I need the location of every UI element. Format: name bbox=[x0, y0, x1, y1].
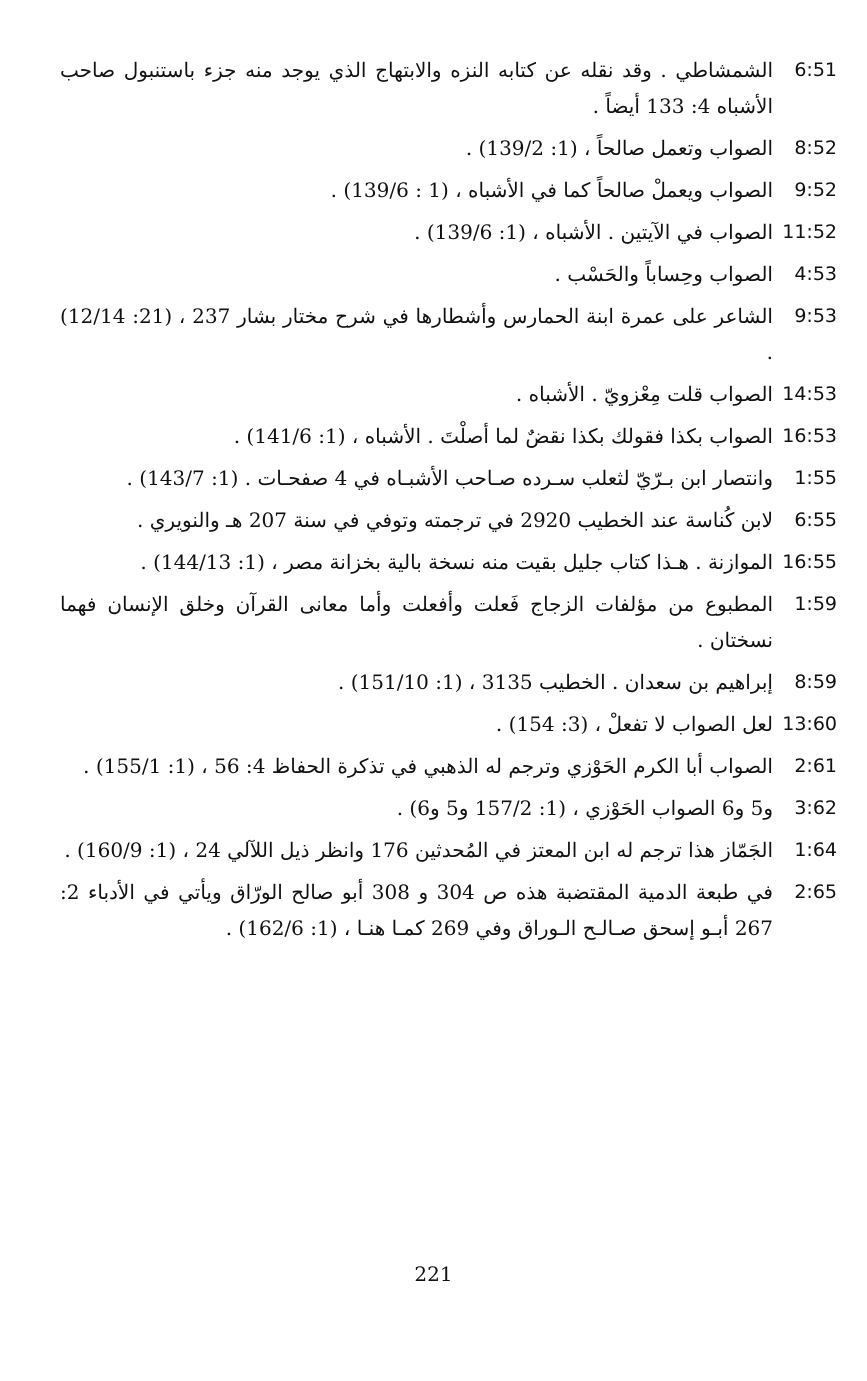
note-reference: 1:55 bbox=[794, 467, 837, 489]
note-reference: 9:53 bbox=[794, 305, 837, 327]
note-entry bbox=[60, 706, 837, 742]
note-entry bbox=[60, 460, 837, 496]
note-reference: 2:61 bbox=[794, 755, 837, 777]
note-reference: 14:53 bbox=[782, 383, 837, 405]
note-entry bbox=[60, 664, 837, 700]
note-text: الموازنة . هـذا كتاب جليل بقيت منه نسخة بالية بخزانة مصر ، (1: 144/13) . bbox=[140, 550, 773, 574]
note-text: الصواب أبا الكرم الحَوْزي وترجم له الذهبي في تذكرة الحفاظ 4: 56 ، (1: 155/1) . bbox=[83, 754, 773, 778]
note-reference: 2:65 bbox=[794, 881, 837, 903]
note-text: لابن كُناسة عند الخطيب 2920 في ترجمته وتوفي في سنة 207 هـ والنويري . bbox=[137, 508, 773, 532]
note-reference: 4:53 bbox=[794, 263, 837, 285]
note-reference: 8:52 bbox=[794, 137, 837, 159]
note-entry bbox=[60, 214, 837, 250]
note-text: الصواب بكذا فقولك بكذا نقضٌ لما أصلْتَ . الأشباه ، (1: 141/6) . bbox=[233, 424, 773, 448]
note-entry bbox=[60, 298, 837, 370]
note-entry bbox=[60, 586, 837, 658]
note-text: الشمشاطي . وقد نقله عن كتابه النزه والابتهاج الذي يوجد منه جزء باستنبول صاحب الأشباه 4: 133 أيضاً . bbox=[60, 58, 773, 118]
note-entry bbox=[60, 874, 837, 946]
note-entry bbox=[60, 376, 837, 412]
note-text: الجَمّاز هذا ترجم له ابن المعتز في المُحدثين 176 وانظر ذيل اللآلي 24 ، (1: 160/9) . bbox=[64, 838, 773, 862]
notes-list bbox=[60, 52, 837, 952]
note-text: في طبعة الدمية المقتضبة هذه ص 304 و 308 أبو صالح الورّاق ويأتي في الأدباء 2: 267 أبـو إسحق صـالـح الـوراق وفي 269 كمـا هنـا ، (1: 162/6) . bbox=[60, 880, 773, 940]
note-entry bbox=[60, 790, 837, 826]
note-entry bbox=[60, 130, 837, 166]
note-text: وانتصار ابن بـرّيّ لثعلب سـرده صـاحب الأشبـاه في 4 صفحـات . (1: 143/7) . bbox=[126, 466, 773, 490]
note-reference: 13:60 bbox=[782, 713, 837, 735]
note-reference: 1:64 bbox=[794, 839, 837, 861]
note-text: الصواب وحِساباً والحَسْب . bbox=[554, 262, 773, 286]
note-text: الصواب في الآيتين . الأشباه ، (1: 139/6) . bbox=[414, 220, 773, 244]
note-reference: 6:51 bbox=[794, 59, 837, 81]
note-entry bbox=[60, 832, 837, 868]
note-entry bbox=[60, 502, 837, 538]
note-text: إبراهيم بن سعدان . الخطيب 3135 ، (1: 151/10) . bbox=[338, 670, 773, 694]
note-entry bbox=[60, 418, 837, 454]
note-text: الصواب وتعمل صالحاً ، (1: 139/2) . bbox=[465, 136, 773, 160]
note-text: و5 و6 الصواب الحَوْزي ، (1: 157/2 و5 و6) . bbox=[396, 796, 773, 820]
note-text: الشاعر على عمرة ابنة الحمارس وأشطارها في شرح مختار بشار 237 ، (21: 12/14) . bbox=[60, 304, 773, 364]
note-reference: 6:55 bbox=[794, 509, 837, 531]
note-reference: 1:59 bbox=[794, 593, 837, 615]
note-text: لعل الصواب لا تفعلْ ، (3: 154) . bbox=[495, 712, 773, 736]
note-reference: 8:59 bbox=[794, 671, 837, 693]
note-text: الصواب قلت مِعْزويّ . الأشباه . bbox=[515, 382, 773, 406]
note-entry bbox=[60, 52, 837, 124]
note-entry bbox=[60, 172, 837, 208]
note-reference: 9:52 bbox=[794, 179, 837, 201]
note-reference: 3:62 bbox=[794, 797, 837, 819]
note-text: الصواب ويعملْ صالحاً كما في الأشباه ، (1 : 139/6) . bbox=[330, 178, 773, 202]
note-text: المطبوع من مؤلفات الزجاج فَعلت وأفعلت وأما معانى القرآن وخلق الإنسان فهما نسختان . bbox=[60, 592, 773, 652]
note-entry bbox=[60, 544, 837, 580]
note-reference: 11:52 bbox=[782, 221, 837, 243]
note-entry bbox=[60, 256, 837, 292]
note-reference: 16:53 bbox=[782, 425, 837, 447]
note-entry bbox=[60, 748, 837, 784]
page-number: 221 bbox=[414, 1262, 453, 1286]
note-reference: 16:55 bbox=[782, 551, 837, 573]
